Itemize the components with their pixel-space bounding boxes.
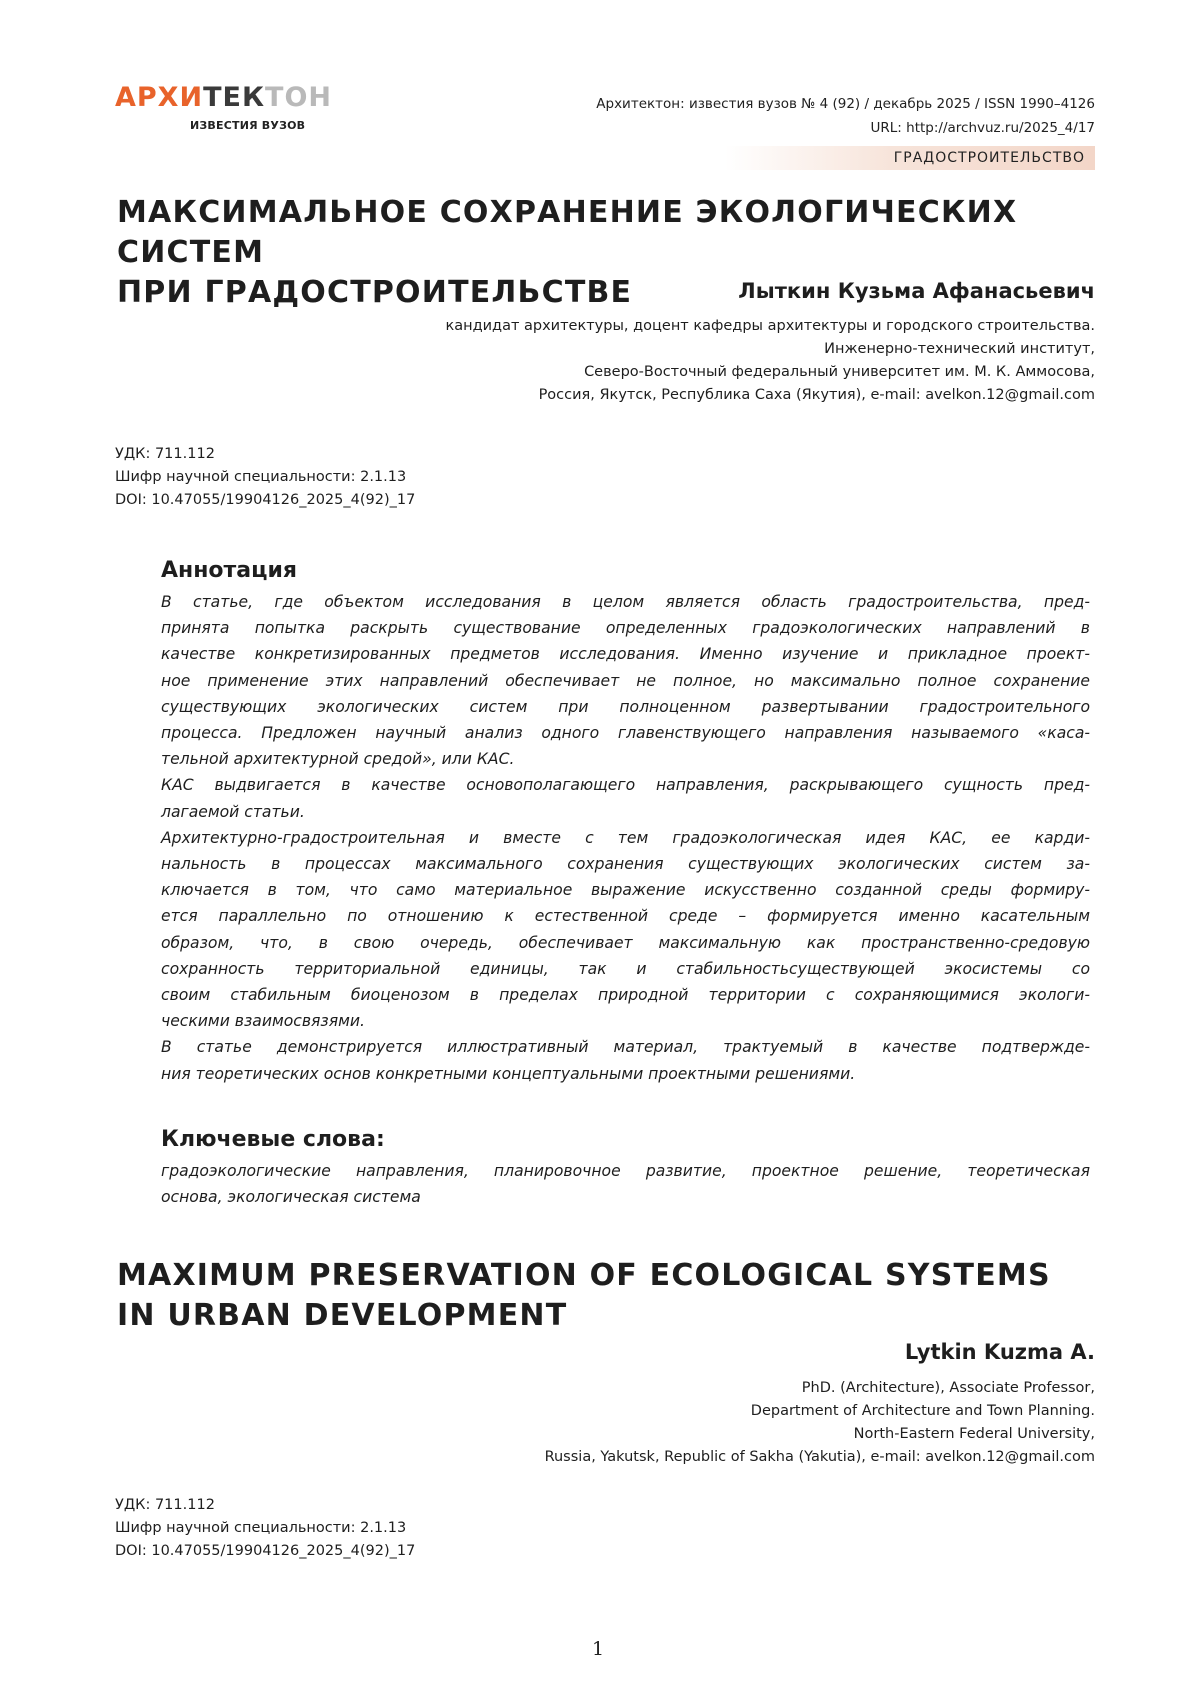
title-line: MAXIMUM PRESERVATION OF ECOLOGICAL SYSTEMS — [117, 1258, 1051, 1293]
logo-subtitle: ИЗВЕСТИЯ ВУЗОВ — [190, 119, 306, 132]
abstract-line: В статье, где объектом исследования в целом является область градостроительства, пред- — [161, 593, 1090, 611]
abstract-line: КАС выдвигается в качестве основополагающего направления, раскрывающего сущность пред- — [161, 776, 1090, 795]
author-affiliation-ru — [445, 315, 1095, 407]
title-line: IN URBAN DEVELOPMENT — [117, 1298, 568, 1333]
abstract-line: процесса. Предложен научный анализ одного главенствующего направления называемого «каса- — [161, 724, 1090, 743]
abstract-line: лагаемой статьи. — [161, 802, 305, 821]
article-url[interactable]: URL: http://archvuz.ru/2025_4/17 — [870, 120, 1095, 136]
affiliation-line: Россия, Якутск, Республика Саха (Якутия), e-mail: avelkon.12@gmail.com — [538, 387, 1095, 403]
abstract-line: образом, что, в свою очередь, обеспечивает максимальную как пространственно-средовую — [161, 933, 1090, 952]
rubric-banner — [725, 146, 1095, 170]
rubric-label: ГРАДОСТРОИТЕЛЬСТВО — [893, 150, 1085, 166]
affiliation-line: Russia, Yakutsk, Republic of Sakha (Yakutia), e-mail: avelkon.12@gmail.com — [544, 1449, 1095, 1465]
keywords-line: градоэкологические направления, планировочное развитие, проектное решение, теоретическая — [161, 1162, 1090, 1180]
journal-issue-info: Архитектон: известия вузов № 4 (92) / декабрь 2025 / ISSN 1990–4126 — [596, 96, 1095, 112]
article-meta-ru — [115, 443, 415, 512]
abstract-line: существующих экологических систем при полноценном развертывании градостроительного — [161, 697, 1090, 716]
abstract-line: Архитектурно-градостроительная и вместе с тем градоэкологическая идея КАС, ее карди- — [161, 828, 1090, 847]
specialty-code: Шифр научной специальности: 2.1.13 — [115, 1520, 407, 1536]
abstract-line: ния теоретических основ конкретными концептуальными проектными решениями. — [161, 1064, 856, 1083]
udk-code: УДК: 711.112 — [115, 1497, 215, 1513]
abstract-line: нальность в процессах максимального сохранения существующих экологических систем за- — [161, 855, 1090, 874]
abstract-line: ное применение этих направлений обеспечивает не полное, но максимально полное сохранение — [161, 671, 1090, 690]
abstract-line: ключается в том, что само материальное выражение искусственно созданной среды формиру- — [161, 881, 1090, 900]
affiliation-line: Department of Architecture and Town Planning. — [750, 1403, 1095, 1419]
article-title-en — [117, 1256, 1117, 1336]
logo-part-2: ТЕК — [203, 82, 266, 113]
abstract-text — [161, 589, 1090, 1087]
keywords-text — [161, 1158, 1090, 1210]
author-name-ru: Лыткин Кузьма Афанасьевич — [738, 279, 1095, 303]
journal-logo — [115, 84, 332, 111]
abstract-line: ческими взаимосвязями. — [161, 1012, 365, 1031]
abstract-heading: Аннотация — [161, 558, 297, 583]
abstract-line: качестве конкретизированных предметов исследования. Именно изучение и прикладное проект- — [161, 645, 1090, 664]
title-line: ПРИ ГРАДОСТРОИТЕЛЬСТВЕ — [117, 275, 633, 310]
abstract-line: своим стабильным биоценозом в пределах природной территории с сохраняющимися экологи- — [161, 986, 1090, 1005]
logo-part-1: АРХИ — [115, 82, 204, 113]
page-number: 1 — [592, 1638, 605, 1660]
keywords-heading: Ключевые слова: — [161, 1127, 385, 1152]
author-name-en: Lytkin Kuzma A. — [904, 1340, 1095, 1364]
keywords-line: основа, экологическая система — [161, 1188, 421, 1207]
article-meta-en — [115, 1494, 415, 1563]
abstract-line: ется параллельно по отношению к естественной среде – формируется именно касательным — [161, 907, 1090, 926]
doi: DOI: 10.47055/19904126_2025_4(92)_17 — [115, 492, 416, 508]
author-affiliation-en — [545, 1377, 1095, 1469]
affiliation-line: Северо-Восточный федеральный университет им. М. К. Аммосова, — [584, 364, 1095, 380]
logo-part-3: ТОН — [265, 82, 333, 113]
affiliation-line: PhD. (Architecture), Associate Professor, — [801, 1380, 1095, 1396]
abstract-line: принята попытка раскрыть существование определенных градоэкологических направлений в — [161, 619, 1090, 638]
abstract-line: В статье демонстрируется иллюстративный материал, трактуемый в качестве подтвержде- — [161, 1038, 1090, 1057]
affiliation-line: кандидат архитектуры, доцент кафедры архитектуры и городского строительства. — [445, 318, 1095, 334]
specialty-code: Шифр научной специальности: 2.1.13 — [115, 469, 407, 485]
abstract-line: тельной архитектурной средой», или КАС. — [161, 750, 515, 769]
udk-code: УДК: 711.112 — [115, 446, 215, 462]
affiliation-line: Инженерно-технический институт, — [824, 341, 1095, 357]
abstract-line: сохранность территориальной единицы, так и стабильностьсуществующей экосистемы со — [161, 959, 1090, 978]
affiliation-line: North-Eastern Federal University, — [853, 1426, 1095, 1442]
title-line: МАКСИМАЛЬНОЕ СОХРАНЕНИЕ ЭКОЛОГИЧЕСКИХ СИСТЕМ — [117, 195, 1018, 270]
doi: DOI: 10.47055/19904126_2025_4(92)_17 — [115, 1543, 416, 1559]
